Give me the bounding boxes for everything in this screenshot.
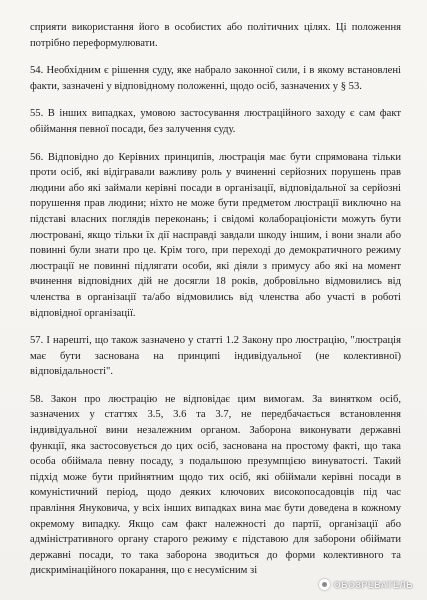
watermark-text: ОБОЗРЕВАТЕЛЬ bbox=[333, 579, 413, 590]
paragraph-58: 58. Закон про люстрацію не відповідає цим вимогам. За винятком осіб, зазначених у статтях 3.5, 3.6 та 3.7, не передбачається встановлення індивідуальної вини незалежним органом. Заборона виконувати державні функції, яка застосовується до цих осіб, заснована на простому факті, що така особа обіймала певну посаду, з подальшою презумпцією винуватості. Такий підхід може бути прийнятним щодо тих осіб, які обіймали керівні посади в комуністичний період, щодо деяких ключових високопосадовців під час правління Януковича, у всіх інших випадках вина має бути доведена в кожному окремому випадку. Якщо сам факт належності до партії, організації або адміністративного органу старого режиму є підставою для заборони обіймати державні посади, то така заборона зводиться до форми колективного та дискримінаційного покарання, що є несумісним зі bbox=[30, 393, 401, 577]
watermark-logo-icon bbox=[319, 579, 330, 590]
paragraph-54: 54. Необхідним є рішення суду, яке набрало законної сили, і в якому встановлені факти, зазначені у відповідному положенні, щодо осіб, зазначених у § 53. bbox=[30, 65, 401, 92]
paragraph-55: 55. В інших випадках, умовою застосування люстраційного заходу є сам факт обіймання певної посади, без залучення суду. bbox=[30, 108, 401, 135]
paragraph-continuation: сприяти використання його в особистих або політичних цілях. Ці положення потрібно переформулювати. bbox=[30, 22, 401, 49]
paragraph-56: 56. Відповідно до Керівних принципів, люстрація має бути спрямована тільки проти осіб, які відігравали важливу роль у вчиненні серйозних порушень прав людини або які займали керівні посади в організації, відповідальної за серйозні порушення прав людини; ніхто не може бути предметом люстрації виключно на підставі власних поглядів переконань; і свідомі колабораціоністи можуть бути люстровані, якщо тільки їх дії насправді завдали шкоду іншим, і вони знали або повинні були знати про це. Крім того, при переході до демократичного режиму люстрації не повинні підлягати особи, які діяли з примусу або які на момент вчинення відповідних дій не досягли 18 років, добровільно відмовились від членства в організації та/або відмовились від членства або участі в роботі відповідної організації. bbox=[30, 151, 401, 319]
paragraph-57: 57. І нарешті, що також зазначено у статті 1.2 Закону про люстрацію, "люстрація має бути заснована на принципі індивідуальної (не колективної) відповідальності". bbox=[30, 335, 401, 378]
watermark bbox=[319, 579, 413, 590]
